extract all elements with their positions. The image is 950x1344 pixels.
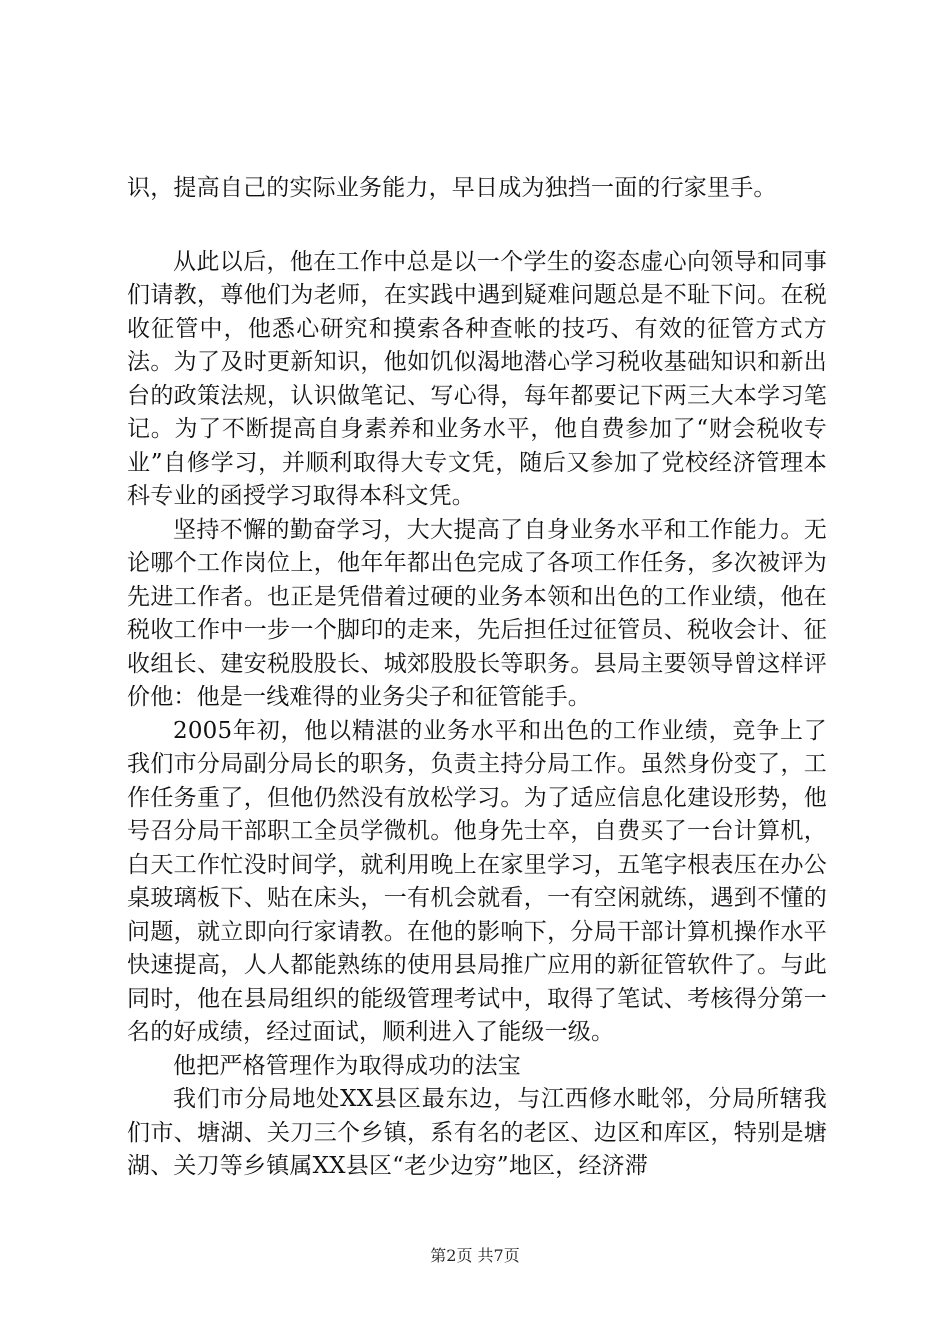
paragraph-continuation: 识，提高自己的实际业务能力，早日成为独挡一面的行家里手。 bbox=[127, 175, 777, 201]
paragraph-district: 我们市分局地处XX县区最东边，与江西修水毗邻，分局所辖我们市、塘湖、关刀三个乡镇，系有名的老区、边区和库区，特别是塘湖、关刀等乡镇属XX县区“老少边穷”地区，经济滞 bbox=[127, 1086, 827, 1179]
paragraph-learning: 从此以后，他在工作中总是以一个学生的姿态虚心向领导和同事们请教，尊他们为老师，在实践中遇到疑难问题总是不耻下问。在税收征管中，他悉心研究和摸索各种查帐的技巧、有效的征管方式方法。为了及时更新知识，他如饥似渴地潜心学习税收基础知识和新出台的政策法规，认识做笔记、写心得，每年都要记下两三大本学习笔记。为了不断提高自身素养和业务水平，他自费参加了“财会税收专业”自修学习，并顺利取得大专文凭，随后又参加了党校经济管理本科专业的函授学习取得本科文凭。 bbox=[127, 248, 827, 509]
document-body bbox=[127, 172, 827, 1184]
page-footer: 第2页 共7页 bbox=[430, 1246, 520, 1265]
section-heading: 他把严格管理作为取得成功的法宝 bbox=[173, 1052, 521, 1079]
paragraph-2005: 2005年初，他以精湛的业务水平和出色的工作业绩，竞争上了我们市分局副分局长的职务，负责主持分局工作。虽然身份变了，工作任务重了，但他仍然没有放松学习。为了适应信息化建设形势，他号召分局干部职工全员学微机。他身先士卒，自费买了一台计算机，白天工作忙没时间学，就利用晚上在家里学习，五笔字根表压在办公桌玻璃板下、贴在床头，一有机会就看，一有空闲就练，遇到不懂的问题，就立即向行家请教。在他的影响下，分局干部计算机操作水平快速提高，人人都能熟练的使用县局推广应用的新征管软件了。与此同时，他在县局组织的能级管理考试中，取得了笔试、考核得分第一名的好成绩，经过面试，顺利进入了能级一级。 bbox=[127, 717, 827, 1045]
paragraph-diligence: 坚持不懈的勤奋学习，大大提高了自身业务水平和工作能力。无论哪个工作岗位上，他年年都出色完成了各项工作任务，多次被评为先进工作者。也正是凭借着过硬的业务本领和出色的工作业绩，他在税收工作中一步一个脚印的走来，先后担任过征管员、税收会计、征收组长、建安税股股长、城郊股股长等职务。县局主要领导曾这样评价他：他是一线难得的业务尖子和征管能手。 bbox=[127, 516, 827, 710]
